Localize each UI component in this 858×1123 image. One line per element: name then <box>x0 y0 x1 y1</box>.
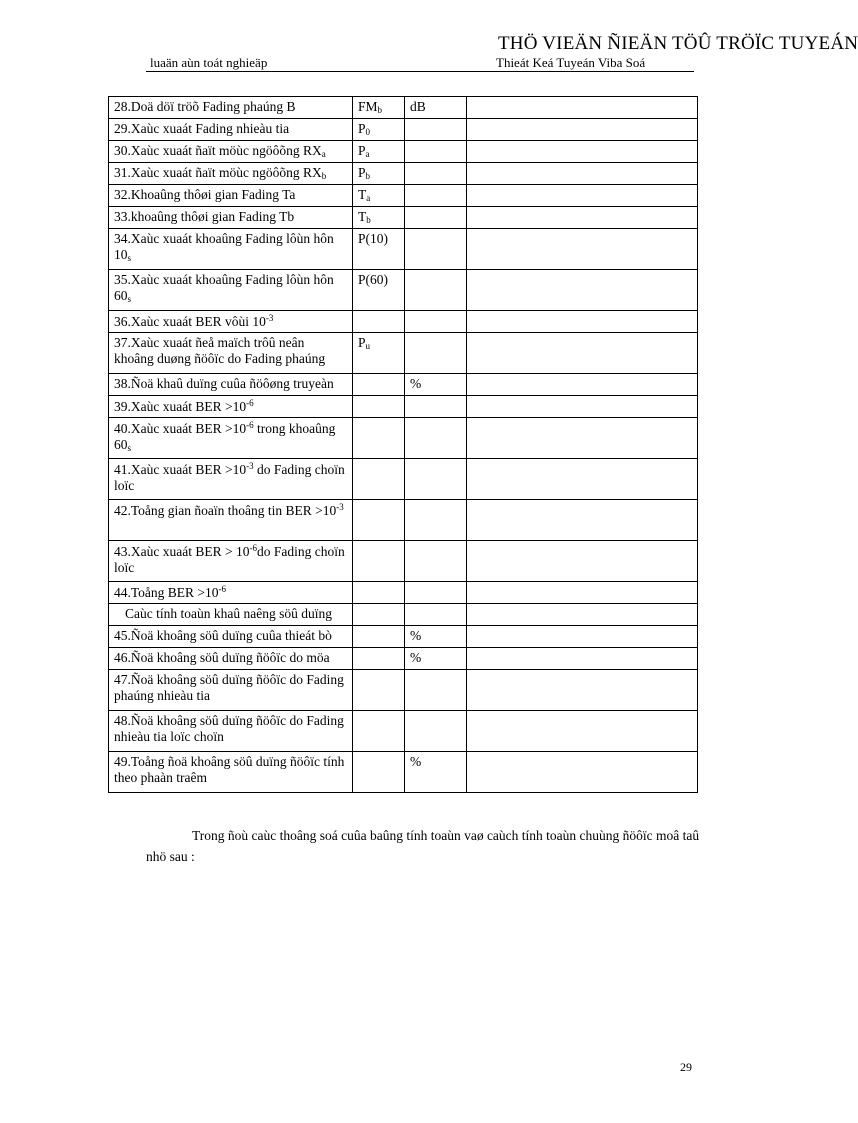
parameter-subscript: b <box>321 171 327 181</box>
table-row <box>109 141 698 163</box>
table-row <box>109 207 698 229</box>
parameter-name-cell <box>109 604 353 626</box>
parameter-name-cell <box>109 626 353 648</box>
parameter-name: 36.Xaùc xuaát BER vôùi 10 <box>114 314 266 329</box>
unit-cell <box>405 119 467 141</box>
parameter-name-cell <box>109 311 353 333</box>
parameter-name-cell <box>109 582 353 604</box>
value-cell <box>467 752 698 793</box>
value-cell <box>467 459 698 500</box>
page-number: 29 <box>680 1060 692 1074</box>
unit-cell <box>405 311 467 333</box>
value-cell <box>467 207 698 229</box>
symbol-cell <box>353 207 405 229</box>
parameter-subscript: a <box>321 149 326 159</box>
table-row <box>109 333 698 374</box>
value-cell <box>467 711 698 752</box>
unit-cell <box>405 418 467 459</box>
value-cell <box>467 626 698 648</box>
parameter-name: 33.khoaûng thôøi gian Fading Tb <box>114 209 295 224</box>
header-left-text: luaän aùn toát nghieäp <box>150 55 268 70</box>
parameter-superscript: -3 <box>265 313 274 323</box>
symbol: T <box>358 209 367 224</box>
unit-cell <box>405 648 467 670</box>
symbol-subscript: b <box>366 215 371 225</box>
parameter-name-cell <box>109 333 353 374</box>
watermark-title: THÖ VIEÄN ÑIEÄN TÖÛ TRÖÏC TUYEÁN <box>498 33 858 54</box>
table-row <box>109 752 698 793</box>
table-row <box>109 311 698 333</box>
parameter-name-cell <box>109 711 353 752</box>
parameter-name: 37.Xaùc xuaát ñeå maïch trôû neân khoâng duøng ñöôïc do Fading phaúng <box>114 335 326 366</box>
parameter-name-cell <box>109 229 353 270</box>
value-cell <box>467 670 698 711</box>
unit-cell <box>405 374 467 396</box>
table-row <box>109 396 698 418</box>
symbol-cell <box>353 141 405 163</box>
symbol-cell <box>353 459 405 500</box>
table-row <box>109 670 698 711</box>
value-cell <box>467 582 698 604</box>
symbol-cell <box>353 163 405 185</box>
parameter-superscript: -6 <box>246 420 254 430</box>
unit-cell <box>405 333 467 374</box>
table-row <box>109 185 698 207</box>
parameter-name: 39.Xaùc xuaát BER >10 <box>114 399 247 414</box>
parameter-name: 42.Toång gian ñoaïn thoâng tin BER >10 <box>114 503 337 518</box>
symbol-cell <box>353 670 405 711</box>
header-right-text: Thieát Keá Tuyeán Viba Soá <box>496 55 646 70</box>
symbol-cell <box>353 97 405 119</box>
table-row <box>109 582 698 604</box>
symbol: T <box>358 187 367 202</box>
parameter-name-cell <box>109 418 353 459</box>
value-cell <box>467 229 698 270</box>
parameter-superscript: -6 <box>249 543 257 553</box>
parameter-name: 44.Toång BER >10 <box>114 585 219 600</box>
unit: % <box>410 650 422 665</box>
table-row <box>109 648 698 670</box>
parameter-name-cell <box>109 207 353 229</box>
table-row <box>109 374 698 396</box>
value-cell <box>467 374 698 396</box>
parameter-name-cell <box>109 185 353 207</box>
parameter-name-cell <box>109 648 353 670</box>
value-cell <box>467 311 698 333</box>
parameter-name: 49.Toång ñoä khoâng söû duïng ñöôïc tính theo phaàn traêm <box>114 754 345 785</box>
parameter-name-tail: trong khoaûng 60 <box>114 421 336 452</box>
table-row <box>109 163 698 185</box>
unit-cell <box>405 582 467 604</box>
parameter-name-cell <box>109 500 353 541</box>
symbol-cell <box>353 418 405 459</box>
parameter-subscript: s <box>127 442 132 453</box>
value-cell <box>467 500 698 541</box>
parameter-name-cell <box>109 163 353 185</box>
unit: % <box>410 376 422 391</box>
parameter-superscript: -6 <box>218 584 227 594</box>
symbol-cell <box>353 119 405 141</box>
unit-cell <box>405 207 467 229</box>
parameter-name: 46.Ñoä khoâng söû duïng ñöôïc do möa <box>114 650 330 665</box>
parameter-name: 35.Xaùc xuaát khoaûng Fading lôùn hôn 60 <box>114 272 334 303</box>
table-row <box>109 270 698 311</box>
unit-cell <box>405 229 467 270</box>
unit-cell <box>405 459 467 500</box>
symbol-cell <box>353 711 405 752</box>
table-row <box>109 119 698 141</box>
parameter-name-cell <box>109 141 353 163</box>
parameter-name: 47.Ñoä khoâng söû duïng ñöôïc do Fading phaúng nhieàu tia <box>114 672 344 703</box>
symbol-cell <box>353 500 405 541</box>
symbol-cell <box>353 604 405 626</box>
symbol-subscript: b <box>365 171 371 181</box>
value-cell <box>467 648 698 670</box>
symbol-cell <box>353 752 405 793</box>
symbol: P <box>358 143 366 158</box>
parameter-name: 28.Doä döï tröõ Fading phaúng B <box>114 99 296 114</box>
parameter-name-cell <box>109 670 353 711</box>
parameter-name: 48.Ñoä khoâng söû duïng ñöôïc do Fading nhieàu tia loïc choïn <box>114 713 344 744</box>
symbol-subscript: a <box>365 149 370 159</box>
value-cell <box>467 141 698 163</box>
symbol-cell <box>353 185 405 207</box>
value-cell <box>467 270 698 311</box>
parameter-name-cell <box>109 374 353 396</box>
parameter-name: 43.Xaùc xuaát BER > 10 <box>114 544 250 559</box>
table-row <box>109 229 698 270</box>
symbol-cell <box>353 541 405 582</box>
parameter-name-cell <box>109 270 353 311</box>
symbol-subscript: b <box>377 105 383 115</box>
parameter-name-cell <box>109 97 353 119</box>
value-cell <box>467 418 698 459</box>
symbol: P <box>358 165 366 180</box>
symbol-cell <box>353 229 405 270</box>
body-paragraph <box>146 826 706 868</box>
symbol-cell <box>353 311 405 333</box>
unit: % <box>410 754 422 769</box>
unit: dB <box>410 99 426 114</box>
value-cell <box>467 119 698 141</box>
value-cell <box>467 333 698 374</box>
header-rule <box>146 71 694 72</box>
table-row <box>109 97 698 119</box>
table-row <box>109 604 698 626</box>
parameter-name-tail: do Fading choïn loïc <box>114 544 345 575</box>
parameter-name: 40.Xaùc xuaát BER >10 <box>114 421 247 436</box>
symbol: P(60) <box>358 272 388 287</box>
unit-cell <box>405 97 467 119</box>
parameter-subscript: s <box>127 252 132 263</box>
parameter-superscript: -6 <box>246 398 254 408</box>
symbol-cell <box>353 396 405 418</box>
table-row <box>109 500 698 541</box>
symbol: P <box>358 335 366 350</box>
unit-cell <box>405 752 467 793</box>
parameter-name-cell <box>109 119 353 141</box>
value-cell <box>467 604 698 626</box>
parameter-name-cell <box>109 541 353 582</box>
parameter-name-tail: do Fading choïn loïc <box>114 462 345 493</box>
parameter-superscript: -3 <box>246 461 254 471</box>
table-row <box>109 626 698 648</box>
parameter-superscript: -3 <box>336 502 344 512</box>
unit-cell <box>405 270 467 311</box>
symbol-cell <box>353 648 405 670</box>
symbol-subscript: 0 <box>365 127 371 137</box>
symbol-cell <box>353 333 405 374</box>
parameter-subscript: s <box>127 293 132 304</box>
value-cell <box>467 541 698 582</box>
unit: % <box>410 628 422 643</box>
parameter-name-cell <box>109 459 353 500</box>
parameter-name: Caùc tính toaùn khaû naêng söû duïng <box>125 606 332 621</box>
paragraph-text: Trong ñoù caùc thoâng soá cuûa baûng tính toaùn vaø caùch tính toaùn chuùng ñöôïc moâ taû nhö sau : <box>146 828 700 864</box>
unit-cell <box>405 396 467 418</box>
value-cell <box>467 97 698 119</box>
parameters-table <box>108 96 698 793</box>
unit-cell <box>405 541 467 582</box>
parameter-name: 30.Xaùc xuaát ñaït möùc ngöôõng RX <box>114 143 322 158</box>
parameter-name: 34.Xaùc xuaát khoaûng Fading lôùn hôn 10 <box>114 231 334 262</box>
parameter-name-cell <box>109 752 353 793</box>
symbol-cell <box>353 374 405 396</box>
symbol: P <box>358 121 366 136</box>
symbol-subscript: u <box>365 341 371 351</box>
unit-cell <box>405 163 467 185</box>
value-cell <box>467 185 698 207</box>
symbol-subscript: a <box>366 193 371 203</box>
symbol: FM <box>358 99 378 114</box>
symbol-cell <box>353 582 405 604</box>
unit-cell <box>405 500 467 541</box>
symbol-cell <box>353 626 405 648</box>
parameter-name: 32.Khoaûng thôøi gian Fading Ta <box>114 187 296 202</box>
parameter-name: 29.Xaùc xuaát Fading nhieàu tia <box>114 121 290 136</box>
parameter-name: 31.Xaùc xuaát ñaït möùc ngöôõng RX <box>114 165 322 180</box>
table-row <box>109 541 698 582</box>
parameter-name-cell <box>109 396 353 418</box>
value-cell <box>467 163 698 185</box>
symbol-cell <box>353 270 405 311</box>
parameter-name: 45.Ñoä khoâng söû duïng cuûa thieát bò <box>114 628 332 643</box>
unit-cell <box>405 670 467 711</box>
parameter-name: 41.Xaùc xuaát BER >10 <box>114 462 247 477</box>
table-row <box>109 711 698 752</box>
table-row <box>109 418 698 459</box>
unit-cell <box>405 626 467 648</box>
unit-cell <box>405 711 467 752</box>
unit-cell <box>405 141 467 163</box>
parameter-name: 38.Ñoä khaû duïng cuûa ñöôøng truyeàn <box>114 376 334 391</box>
value-cell <box>467 396 698 418</box>
table-row <box>109 459 698 500</box>
unit-cell <box>405 185 467 207</box>
unit-cell <box>405 604 467 626</box>
symbol: P(10) <box>358 231 388 246</box>
